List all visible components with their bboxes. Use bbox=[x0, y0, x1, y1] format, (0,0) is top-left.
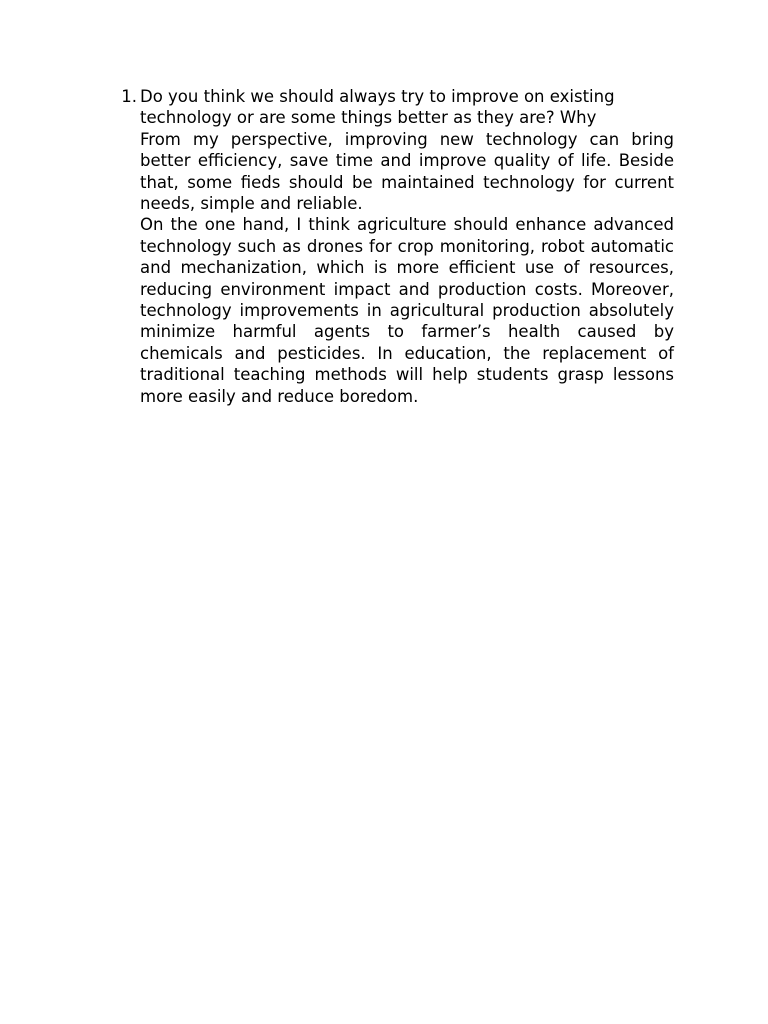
question-text: Do you think we should always try to improve on existing technology or are some things better as they are? Why bbox=[140, 87, 615, 128]
list-item bbox=[121, 86, 674, 407]
answer-paragraph: On the one hand, I think agriculture should enhance advanced technology such as drones for crop monitoring, robot automatic and mechanization, which is more efficient use of resources, reducing environment impact and production costs. Moreover, technology improvements in agricultural production absolutely minimize harmful agents to farmer’s health caused by chemicals and pesticides. In education, the replacement of traditional teaching methods will help students grasp lessons more easily and reduce boredom. bbox=[140, 215, 674, 406]
list-number: 1 . bbox=[115, 86, 137, 107]
answer-paragraph: From my perspective, improving new technology can bring better efficiency, save time and improve quality of life. Beside that, some fieds should be maintained technology for current needs, simple and reliable. bbox=[140, 129, 674, 214]
